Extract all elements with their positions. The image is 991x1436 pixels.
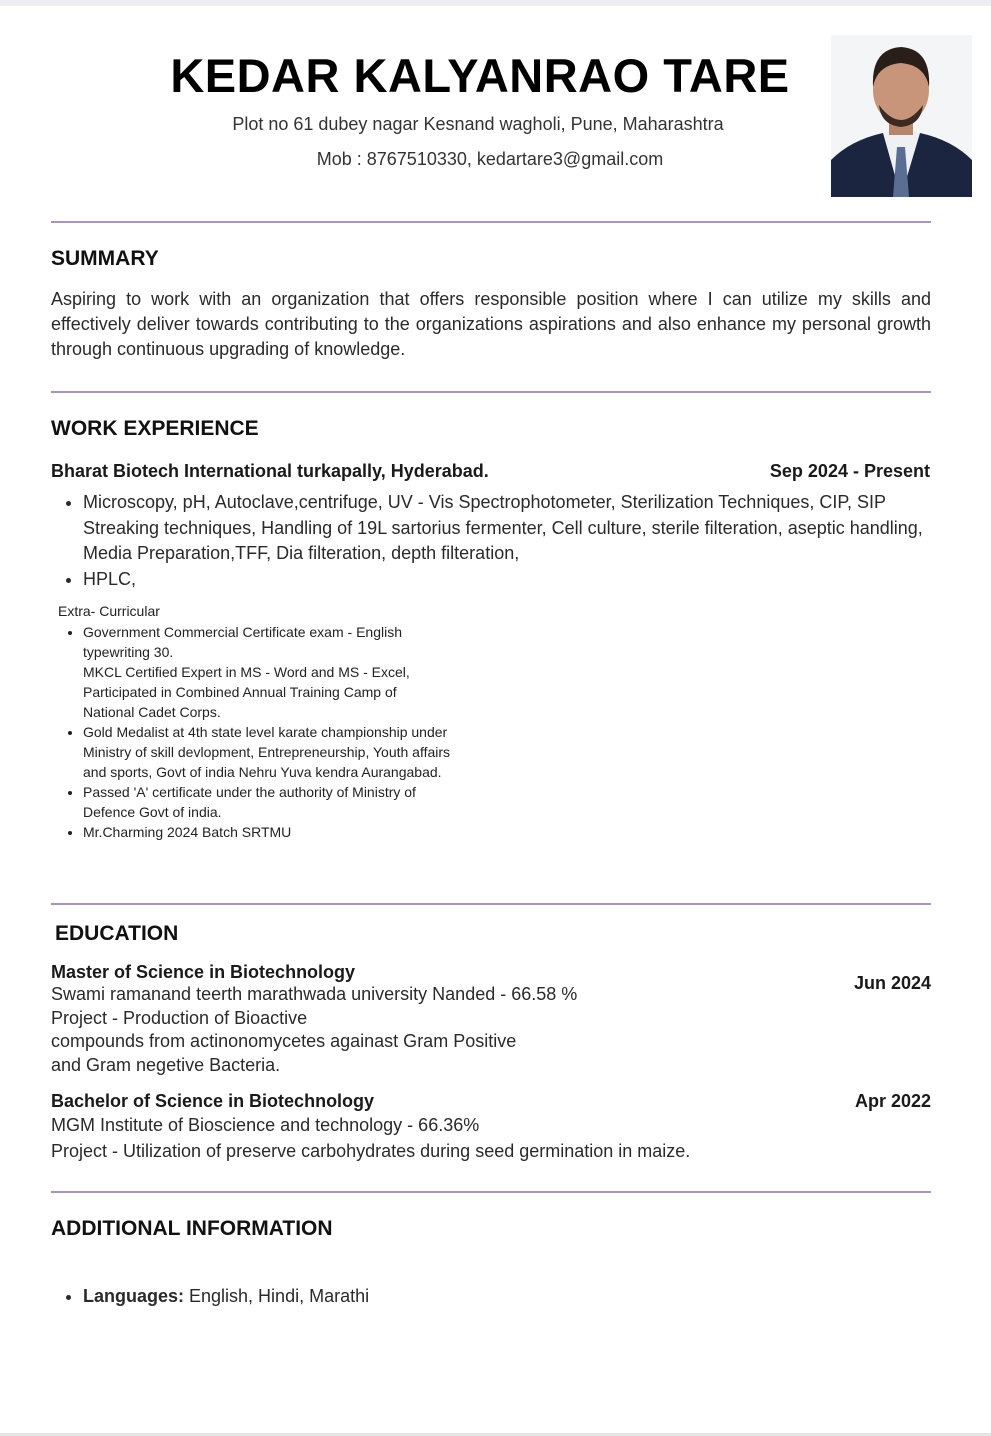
work-bullets <box>51 490 931 592</box>
list-item: • HPLC, <box>83 567 931 593</box>
divider <box>51 221 931 223</box>
education-line: Project - Production of Bioactive <box>51 1007 308 1028</box>
list-item <box>83 622 451 722</box>
education-item <box>51 1091 931 1164</box>
education-date: Jun 2024 <box>853 973 931 993</box>
additional-heading: ADDITIONAL INFORMATION <box>51 1217 333 1240</box>
list-item: • Mr.Charming 2024 Batch SRTMU <box>83 822 451 842</box>
divider <box>51 391 931 393</box>
divider <box>51 903 931 905</box>
education-line: Project - Utilization of preserve carbohydrates during seed germination in maize. <box>51 1141 691 1161</box>
contact-info: Mob : 8767510330, kedartare3@gmail.com <box>316 149 664 169</box>
education-line: compounds from actinonomycetes againast Gram Positive <box>51 1031 517 1051</box>
education-line: MGM Institute of Bioscience and technology - 66.36% <box>51 1115 480 1135</box>
education-line: and Gram negetive Bacteria. <box>51 1054 281 1075</box>
top-bar <box>0 0 991 6</box>
education-degree: Bachelor of Science in Biotechnology <box>51 1091 375 1111</box>
profile-photo <box>831 35 972 197</box>
education-date: Apr 2022 <box>854 1091 931 1111</box>
work-heading: WORK EXPERIENCE <box>51 417 259 440</box>
work-dates: Sep 2024 - Present <box>769 461 930 481</box>
additional-list <box>51 1284 931 1310</box>
list-item: • Microscopy, pH, Autoclave,centrifuge, UV - Vis Spectrophotometer, Sterilization Techniques, CIP, SIP Streaking techniques, Handling of 19L sartorius fermenter, Cell culture, sterile filteration, aseptic handling, Media Preparation,TFF, Dia filteration, depth filteration, <box>83 490 931 567</box>
divider <box>51 1191 931 1193</box>
address: Plot no 61 dubey nagar Kesnand wagholi, Pune, Maharashtra <box>232 114 724 134</box>
summary-text: Aspiring to work with an organization that offers responsible position where I can utilize my skills and effectively deliver towards contributing to the organizations aspirations and also enhance my personal growth through continuous upgrading of knowledge. <box>51 289 931 359</box>
languages-label: Languages: <box>83 1286 185 1306</box>
languages-value: English, Hindi, Marathi <box>184 1286 370 1306</box>
item-text: Government Commercial Certificate exam - English typewriting 30. <box>83 624 402 660</box>
item-text: MKCL Certified Expert in MS - Word and MS - Excel, Participated in Combined Annual Training Camp of National Cadet Corps. <box>83 664 410 720</box>
candidate-name: KEDAR KALYANRAO TARE <box>170 49 790 102</box>
extra-curricular-title: Extra- Curricular <box>58 603 160 619</box>
education-degree: Master of Science in Biotechnology <box>51 962 356 982</box>
list-item: • Passed 'A' certificate under the authority of Ministry of Defence Govt of india. <box>83 782 451 822</box>
list-item: • Gold Medalist at 4th state level karate championship under Ministry of skill devlopment, Entrepreneurship, Youth affairs and sports, Govt of india Nehru Yuva kendra Aurangabad. <box>83 722 451 782</box>
summary-heading: SUMMARY <box>51 247 159 270</box>
education-item <box>51 962 931 1077</box>
list-item <box>83 1284 931 1310</box>
company-name: Bharat Biotech International turkapally, Hyderabad. <box>51 461 489 481</box>
extra-curricular-list <box>51 622 451 842</box>
education-line: Swami ramanand teerth marathwada university Nanded - 66.58 % <box>51 984 578 1004</box>
education-heading: EDUCATION <box>55 922 179 945</box>
